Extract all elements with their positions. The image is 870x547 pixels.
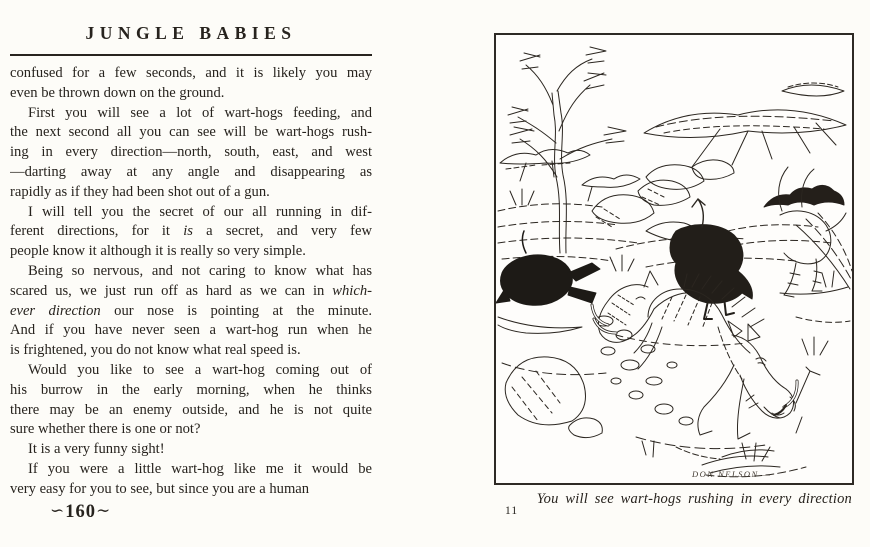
background-rocks [646, 160, 734, 189]
grass-tufts [510, 189, 834, 461]
foreground-boulder [505, 357, 602, 438]
body-line: ferent directions, for it is a secret, and very few [10, 223, 372, 240]
body-line: confused for a few seconds, and it is likely you may [10, 65, 372, 81]
body-line: ing in every direction—north, south, east, and west [10, 144, 372, 161]
body-text [10, 64, 372, 500]
body-line: even be thrown down on the ground. [10, 84, 225, 101]
body-line: First you will see a lot of wart-hogs feeding, and [28, 104, 372, 121]
body-line: sure whether there is one or not? [10, 421, 201, 438]
body-line: It is a very funny sight! [28, 441, 165, 458]
body-line: is frightened, you do not know what real speed is. [10, 342, 301, 359]
body-line: If you were a little wart-hog like me it would be [28, 460, 372, 477]
right-page [494, 0, 854, 547]
running-head-title: JUNGLE BABIES [85, 23, 297, 43]
body-line: very easy for you to see, but since you are a human [10, 480, 310, 497]
body-line: his burrow in the early morning, when he thinks [10, 381, 372, 398]
dry-branch [796, 367, 820, 433]
left-folio-number: 160 [65, 502, 96, 522]
illustration-caption: You will see wart-hogs rushing in every direction [536, 491, 852, 507]
header-rule [10, 54, 372, 56]
warthog-black-left [496, 231, 600, 305]
body-line: rapidly as if they had been shot out of a gun. [10, 183, 270, 200]
body-line: —darting away at any angle and disappearing as [10, 163, 372, 180]
folio-swash-right: ∼ [96, 501, 112, 520]
left-folio [50, 502, 111, 523]
artist-signature: DON NELSON — [692, 469, 772, 479]
body-line: there may be an enemy outside, and he is not quite [10, 401, 372, 418]
body-line: And if you have never seen a wart-hog run when he [10, 322, 372, 339]
right-grass-sweep [796, 213, 852, 289]
left-bushes [500, 149, 640, 201]
tall-tree [508, 47, 626, 253]
body-line: Being so nervous, and not caring to know what has [28, 262, 372, 279]
left-page [10, 0, 372, 547]
body-line: Would you like to see a wart-hog coming out of [28, 361, 372, 378]
warthog-illustration [496, 35, 852, 483]
right-folio: 11 [505, 505, 519, 517]
body-line: the next second all you can see will be wart-hogs rush- [10, 124, 372, 141]
body-line: people know it although it is really so very simple. [10, 243, 306, 260]
folio-swash-left: ∽ [50, 501, 66, 520]
illustration-frame [494, 33, 854, 485]
acacia-canopy [644, 83, 846, 167]
body-line: scared us, we just run off as hard as we can in which- [10, 282, 372, 299]
body-line: ever direction our nose is pointing at the minute. [10, 302, 372, 319]
body-line: I will tell you the secret of our all running in dif- [28, 203, 372, 220]
